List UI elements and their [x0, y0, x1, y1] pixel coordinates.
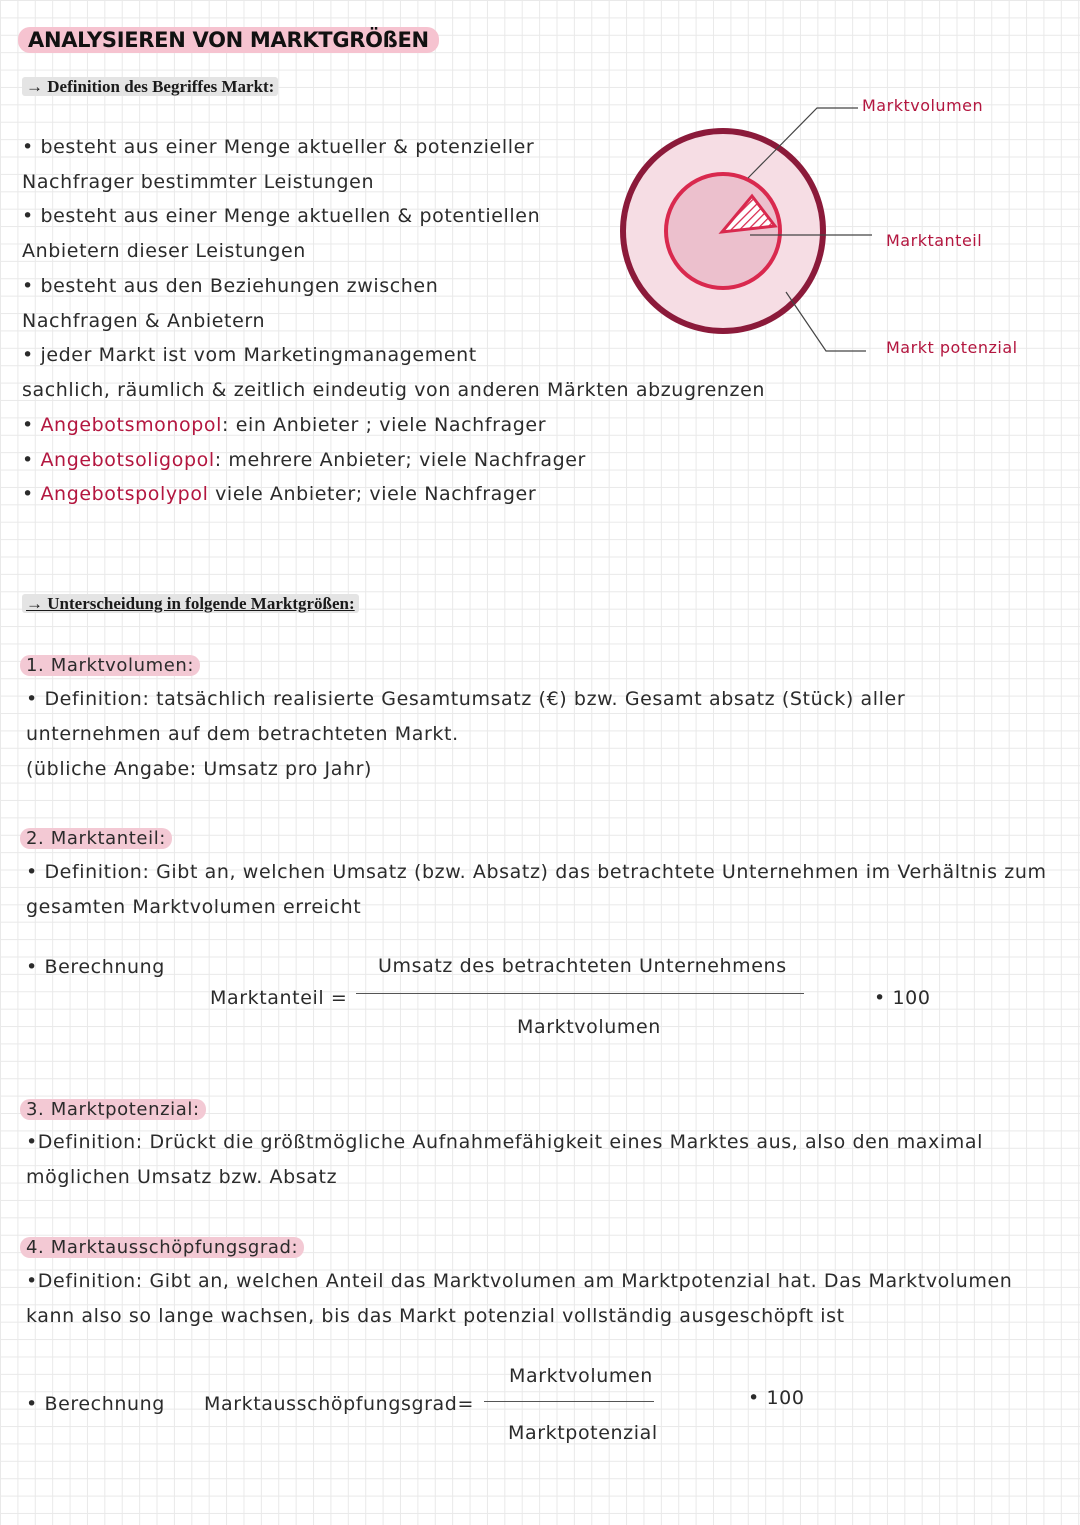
- formula-denominator: Marktpotenzial: [508, 1422, 658, 1444]
- market-form-term: Angebotsmonopol: [40, 414, 223, 436]
- definition-line: • jeder Markt ist vom Marketingmanagement: [22, 344, 477, 366]
- market-form-desc: viele Anbieter; viele Nachfrager: [208, 483, 537, 505]
- item-line: kann also so lange wachsen, bis das Markt potenzial vollständig ausgeschöpft ist: [26, 1305, 845, 1327]
- definition-line: Nachfragen & Anbietern: [22, 310, 266, 332]
- market-form-item: • Angebotsoligopol: mehrere Anbieter; viele Nachfrager: [22, 449, 586, 471]
- item-title-marktvolumen: 1. Marktvolumen:: [20, 654, 200, 676]
- formula-numerator: Marktvolumen: [509, 1365, 653, 1387]
- item-line: unternehmen auf dem betrachteten Markt.: [26, 723, 459, 745]
- item-line: • Definition: tatsächlich realisierte Gesamtumsatz (€) bzw. Gesamt absatz (Stück) aller: [26, 688, 906, 710]
- item-line: • Definition: Gibt an, welchen Umsatz (bzw. Absatz) das betrachtete Unternehmen im Verhältnis zum: [26, 861, 1047, 883]
- label-marktpotenzial: Markt potenzial: [886, 338, 1018, 357]
- market-form-term: Angebotsoligopol: [40, 449, 215, 471]
- formula-factor: • 100: [874, 987, 931, 1009]
- formula-numerator: Umsatz des betrachteten Unternehmens: [378, 955, 787, 977]
- market-form-desc: : mehrere Anbieter; viele Nachfrager: [214, 449, 586, 471]
- formula-lhs-marktausschoepfungsgrad: Marktausschöpfungsgrad=: [204, 1393, 474, 1415]
- definition-line: • besteht aus den Beziehungen zwischen: [22, 275, 439, 297]
- market-form-term: Angebotspolypol: [40, 483, 209, 505]
- item-line: •Definition: Drückt die größtmögliche Aufnahmefähigkeit eines Marktes aus, also den maximal: [26, 1131, 984, 1153]
- definition-line: sachlich, räumlich & zeitlich eindeutig von anderen Märkten abzugrenzen: [22, 379, 766, 401]
- item-title-marktanteil: 2. Marktanteil:: [20, 827, 172, 849]
- label-marktvolumen: Marktvolumen: [862, 96, 984, 115]
- formula-lhs-marktanteil: Marktanteil =: [210, 987, 348, 1009]
- market-form-desc: : ein Anbieter ; viele Nachfrager: [222, 414, 547, 436]
- item-title-marktpotenzial: 3. Marktpotenzial:: [20, 1098, 206, 1120]
- market-form-item: • Angebotspolypol viele Anbieter; viele Nachfrager: [22, 483, 537, 505]
- definition-line: • besteht aus einer Menge aktueller & potenzieller: [22, 136, 535, 158]
- section-heading-definition: → Definition des Begriffes Markt:: [22, 77, 278, 97]
- fraction-line: [356, 993, 804, 994]
- definition-line: Anbietern dieser Leistungen: [22, 240, 306, 262]
- page-title: ANALYSIEREN VON MARKTGRÖßEN: [18, 28, 439, 52]
- market-form-item: • Angebotsmonopol: ein Anbieter ; viele Nachfrager: [22, 414, 547, 436]
- item-line: gesamten Marktvolumen erreicht: [26, 896, 362, 918]
- section-heading-market-sizes: → Unterscheidung in folgende Marktgrößen:: [22, 594, 359, 614]
- formula-factor: • 100: [748, 1387, 805, 1409]
- item-line: (übliche Angabe: Umsatz pro Jahr): [26, 758, 373, 780]
- label-marktanteil: Marktanteil: [886, 231, 983, 250]
- definition-line: • besteht aus einer Menge aktuellen & potentiellen: [22, 205, 541, 227]
- formula-denominator: Marktvolumen: [517, 1016, 661, 1038]
- item-title-marktausschoepfungsgrad: 4. Marktausschöpfungsgrad:: [20, 1236, 304, 1258]
- market-size-diagram: [600, 80, 1070, 380]
- item-line: möglichen Umsatz bzw. Absatz: [26, 1166, 338, 1188]
- item-line: •Definition: Gibt an, welchen Anteil das Marktvolumen am Marktpotenzial hat. Das Marktvolumen: [26, 1270, 1013, 1292]
- definition-line: Nachfrager bestimmter Leistungen: [22, 171, 375, 193]
- fraction-line: [484, 1401, 654, 1402]
- calc-label: • Berechnung: [26, 1393, 165, 1415]
- calc-label: • Berechnung: [26, 956, 165, 978]
